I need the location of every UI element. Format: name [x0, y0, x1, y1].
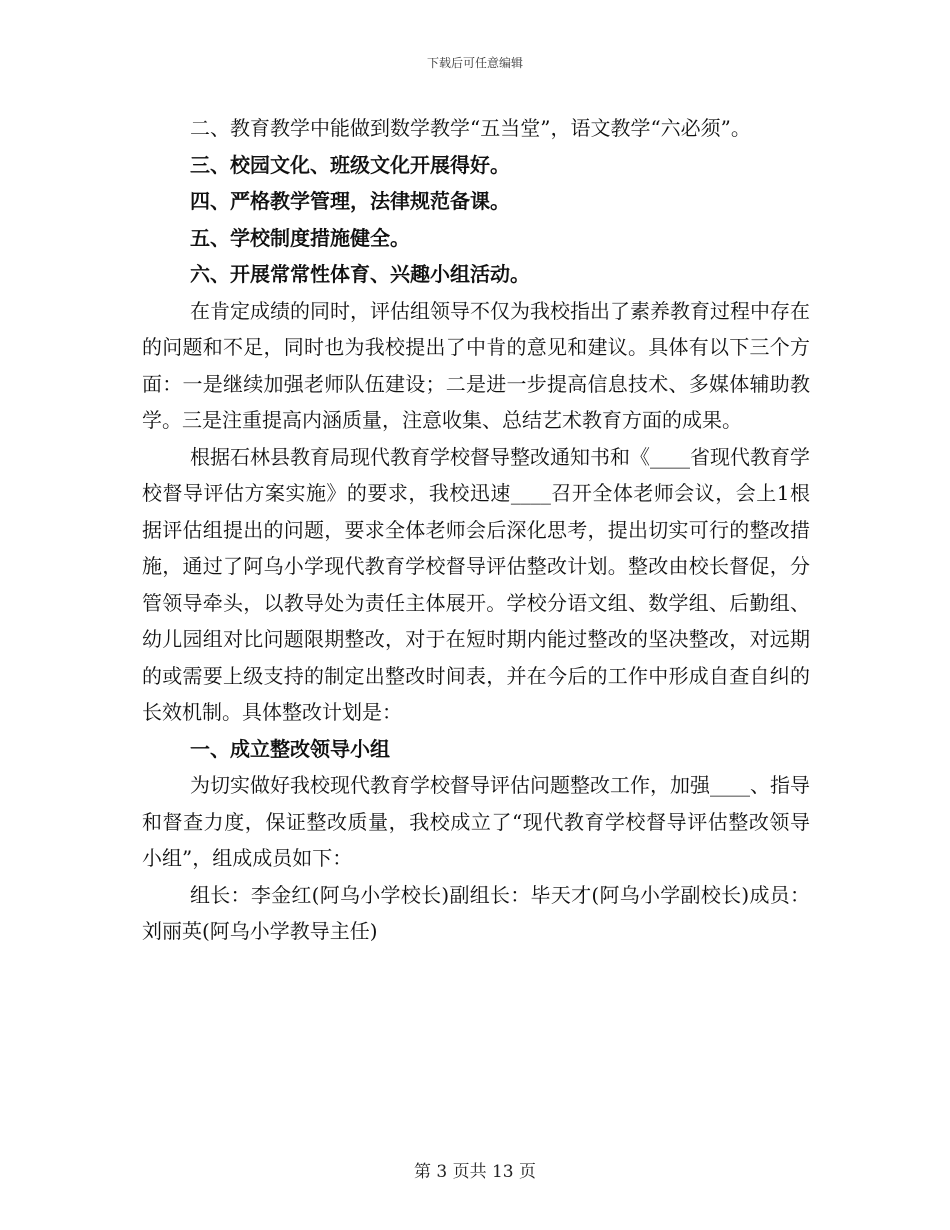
paragraph-teaching-achievements: 二、教育教学中能做到数学教学“五当堂”，语文教学“六必须”。 [190, 116, 751, 140]
paragraph-group-members: 组长：李金红(阿乌小学校长)副组长：毕天才(阿乌小学副校长)成员：刘丽英(阿乌小学教导主任) [142, 882, 810, 943]
heading-teaching-management: 四、严格教学管理，法律规范备课。 [190, 189, 510, 213]
paragraph-leadership-intro: 为切实做好我校现代教育学校督导评估问题整改工作，加强____、指导和督查力度，保证整改质量，我校成立了“现代教育学校督导评估整改领导小组”，组成成员如下： [142, 773, 810, 870]
paragraph-rectification-plan: 根据石林县教育局现代教育学校督导整改通知书和《____省现代教育学校督导评估方案实施》的要求，我校迅速____召开全体老师会议，会上1根据评估组提出的问题，要求全体老师会后深化思考，提出切实可行的整改措施，通过了阿乌小学现代教育学校督导评估整改计划。整改由校长督促，分管领导牵头，以教导处为责任主体展开。学校分语文组、数学组、后勤组、幼儿园组对比问题限期整改，对于在短时期内能过整改的坚决整改，对远期的或需要上级支持的制定出整改时间表，并在今后的工作中形成自查自纠的长效机制。具体整改计划是： [142, 444, 810, 724]
heading-campus-culture: 三、校园文化、班级文化开展得好。 [190, 152, 510, 177]
document-body [142, 110, 810, 950]
page-header: 下载后可任意编辑 [426, 56, 523, 70]
heading-sports-activities: 六、开展常常性体育、兴趣小组活动。 [190, 262, 530, 286]
heading-school-system: 五、学校制度措施健全。 [190, 225, 410, 250]
heading-leadership-group: 一、成立整改领导小组 [190, 736, 390, 761]
paragraph-evaluation-suggestions: 在肯定成绩的同时，评估组领导不仅为我校指出了素养教育过程中存在的问题和不足，同时也为我校提出了中肯的意见和建议。具体有以下三个方面：一是继续加强老师队伍建设；二是进一步提高信息技术、多媒体辅助教学。三是注重提高内涵质量，注意收集、总结艺术教育方面的成果。 [142, 298, 810, 432]
page-number-footer: 第 3 页共 13 页 [413, 1162, 537, 1182]
